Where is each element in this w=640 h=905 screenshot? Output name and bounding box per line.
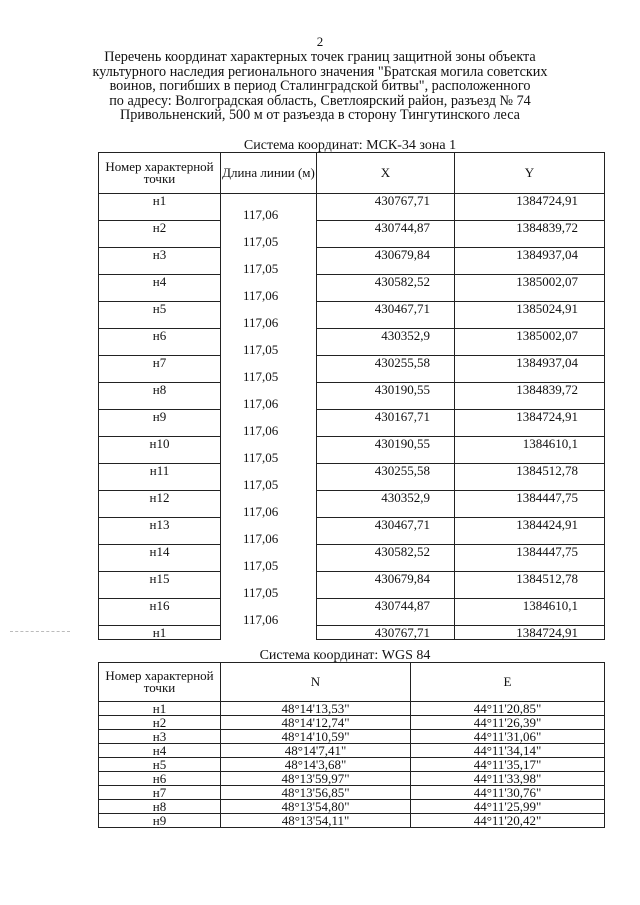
line-length-value: 117,05: [221, 585, 317, 599]
table-row: [99, 758, 605, 772]
header-x: X: [317, 153, 455, 194]
length-row: [99, 207, 605, 221]
line-length-cell: [221, 518, 317, 532]
line-length-cell: [221, 329, 317, 343]
length-row: [99, 450, 605, 464]
table-row: [99, 383, 605, 397]
line-length-value: 117,05: [221, 558, 317, 572]
point-number-cell: н2: [99, 716, 221, 730]
point-number-cell: н14: [99, 545, 221, 559]
msk34-table-body: [99, 194, 605, 640]
empty-cell: [317, 342, 455, 356]
header-e: E: [411, 663, 605, 702]
msk34-table-caption: Система координат: МСК-34 зона 1: [243, 138, 457, 153]
line-length-cell: [221, 464, 317, 478]
empty-cell: [455, 585, 605, 599]
table-row: [99, 302, 605, 316]
n-coordinate-cell: 48°14'13,53": [221, 702, 411, 716]
point-number-cell: н5: [99, 758, 221, 772]
empty-cell: [317, 504, 455, 518]
length-row: [99, 423, 605, 437]
empty-cell: [99, 207, 221, 221]
empty-cell: [99, 504, 221, 518]
n-coordinate-cell: 48°14'3,68": [221, 758, 411, 772]
x-coordinate-cell: 430190,55: [317, 437, 455, 451]
document-heading: [90, 50, 550, 123]
n-coordinate-cell: 48°14'10,59": [221, 730, 411, 744]
empty-cell: [317, 288, 455, 302]
point-number-cell: н15: [99, 572, 221, 586]
n-coordinate-cell: 48°13'56,85": [221, 786, 411, 800]
empty-cell: [455, 234, 605, 248]
length-row: [99, 369, 605, 383]
table-header-row: [99, 663, 605, 702]
line-length-value: 117,06: [221, 612, 317, 626]
table-row: [99, 518, 605, 532]
empty-cell: [99, 342, 221, 356]
empty-cell: [317, 477, 455, 491]
line-length-value: 117,06: [221, 288, 317, 302]
empty-cell: [455, 423, 605, 437]
empty-cell: [317, 369, 455, 383]
empty-cell: [317, 315, 455, 329]
heading-line: Привольненский, 500 м от разъезда в сторону Тингутинского леса: [120, 107, 520, 124]
x-coordinate-cell: 430167,71: [317, 410, 455, 424]
table-row: [99, 356, 605, 370]
point-number-cell: н4: [99, 275, 221, 289]
y-coordinate-cell: 1384512,78: [455, 464, 605, 478]
empty-cell: [317, 234, 455, 248]
line-length-value: 117,05: [221, 450, 317, 464]
n-coordinate-cell: 48°13'54,80": [221, 800, 411, 814]
y-coordinate-cell: 1384724,91: [455, 410, 605, 424]
point-number-cell: н9: [99, 814, 221, 828]
line-length-cell: [221, 599, 317, 613]
table-row: [99, 626, 605, 640]
table-row: [99, 814, 605, 828]
header-point-number: Номер характерной точки: [99, 663, 221, 702]
x-coordinate-cell: 430744,87: [317, 221, 455, 235]
point-number-cell: н10: [99, 437, 221, 451]
empty-cell: [455, 558, 605, 572]
empty-cell: [99, 288, 221, 302]
n-coordinate-cell: 48°14'7,41": [221, 744, 411, 758]
table-row: [99, 194, 605, 208]
e-coordinate-cell: 44°11'20,42": [411, 814, 605, 828]
table-row: [99, 772, 605, 786]
line-length-value: 117,05: [221, 477, 317, 491]
length-row: [99, 477, 605, 491]
e-coordinate-cell: 44°11'31,06": [411, 730, 605, 744]
empty-cell: [317, 450, 455, 464]
y-coordinate-cell: 1385002,07: [455, 329, 605, 343]
empty-cell: [455, 288, 605, 302]
point-number-cell: н7: [99, 786, 221, 800]
empty-cell: [317, 612, 455, 626]
y-coordinate-cell: 1385024,91: [455, 302, 605, 316]
line-length-cell: [221, 572, 317, 586]
table-row: [99, 786, 605, 800]
point-number-cell: н16: [99, 599, 221, 613]
y-coordinate-cell: 1384724,91: [455, 194, 605, 208]
table-row: [99, 221, 605, 235]
table-row: [99, 744, 605, 758]
line-length-value: 117,06: [221, 531, 317, 545]
e-coordinate-cell: 44°11'34,14": [411, 744, 605, 758]
point-number-cell: н1: [99, 194, 221, 208]
line-length-cell: [221, 437, 317, 451]
y-coordinate-cell: 1384610,1: [455, 437, 605, 451]
heading-line: Перечень координат характерных точек границ защитной зоны объекта: [104, 49, 536, 65]
line-length-cell: [221, 194, 317, 208]
e-coordinate-cell: 44°11'20,85": [411, 702, 605, 716]
e-coordinate-cell: 44°11'33,98": [411, 772, 605, 786]
line-length-cell: [221, 410, 317, 424]
length-row: [99, 612, 605, 626]
empty-cell: [455, 396, 605, 410]
table-row: [99, 248, 605, 262]
margin-dash-mark: [10, 631, 70, 632]
header-point-number: Номер характерной точки: [99, 153, 221, 194]
line-length-cell: [221, 626, 317, 640]
length-row: [99, 531, 605, 545]
y-coordinate-cell: 1384839,72: [455, 383, 605, 397]
point-number-cell: н1: [99, 702, 221, 716]
x-coordinate-cell: 430255,58: [317, 464, 455, 478]
length-row: [99, 558, 605, 572]
line-length-value: 117,05: [221, 234, 317, 248]
x-coordinate-cell: 430352,9: [317, 329, 455, 343]
empty-cell: [455, 369, 605, 383]
e-coordinate-cell: 44°11'35,17": [411, 758, 605, 772]
empty-cell: [99, 612, 221, 626]
point-number-cell: н5: [99, 302, 221, 316]
table-row: [99, 491, 605, 505]
line-length-cell: [221, 383, 317, 397]
table-row: [99, 329, 605, 343]
line-length-cell: [221, 545, 317, 559]
table-row: [99, 716, 605, 730]
point-number-cell: н6: [99, 772, 221, 786]
empty-cell: [455, 342, 605, 356]
table-row: [99, 572, 605, 586]
y-coordinate-cell: 1384424,91: [455, 518, 605, 532]
empty-cell: [455, 261, 605, 275]
point-number-cell: н8: [99, 800, 221, 814]
wgs84-table-caption: Система координат: WGS 84: [259, 648, 431, 663]
point-number-cell: н3: [99, 248, 221, 262]
empty-cell: [455, 504, 605, 518]
empty-cell: [455, 612, 605, 626]
point-number-cell: н7: [99, 356, 221, 370]
table-row: [99, 545, 605, 559]
line-length-cell: [221, 356, 317, 370]
line-length-value: 117,05: [221, 261, 317, 275]
empty-cell: [99, 585, 221, 599]
point-number-cell: н1: [99, 626, 221, 640]
y-coordinate-cell: 1384447,75: [455, 491, 605, 505]
wgs84-table-body: [99, 702, 605, 828]
e-coordinate-cell: 44°11'25,99": [411, 800, 605, 814]
x-coordinate-cell: 430679,84: [317, 572, 455, 586]
length-row: [99, 315, 605, 329]
line-length-value: 117,06: [221, 315, 317, 329]
empty-cell: [317, 423, 455, 437]
empty-cell: [99, 315, 221, 329]
line-length-cell: [221, 491, 317, 505]
point-number-cell: н4: [99, 744, 221, 758]
empty-cell: [317, 207, 455, 221]
y-coordinate-cell: 1384724,91: [455, 626, 605, 640]
line-length-value: 117,06: [221, 423, 317, 437]
line-length-cell: [221, 248, 317, 262]
empty-cell: [455, 315, 605, 329]
x-coordinate-cell: 430467,71: [317, 518, 455, 532]
y-coordinate-cell: 1384512,78: [455, 572, 605, 586]
heading-line: по адресу: Волгоградская область, Светлоярский район, разъезд № 74: [109, 92, 531, 109]
empty-cell: [99, 396, 221, 410]
length-row: [99, 342, 605, 356]
table-row: [99, 800, 605, 814]
empty-cell: [99, 558, 221, 572]
empty-cell: [99, 369, 221, 383]
n-coordinate-cell: 48°14'12,74": [221, 716, 411, 730]
table-header-row: [99, 153, 605, 194]
y-coordinate-cell: 1384447,75: [455, 545, 605, 559]
point-number-cell: н2: [99, 221, 221, 235]
heading-line: культурного наследия регионального значения "Братская могила советских: [92, 63, 548, 80]
empty-cell: [455, 207, 605, 221]
table-row: [99, 464, 605, 478]
point-number-cell: н8: [99, 383, 221, 397]
empty-cell: [99, 261, 221, 275]
n-coordinate-cell: 48°13'54,11": [221, 814, 411, 828]
x-coordinate-cell: 430352,9: [317, 491, 455, 505]
table-row: [99, 275, 605, 289]
empty-cell: [455, 531, 605, 545]
length-row: [99, 585, 605, 599]
y-coordinate-cell: 1384610,1: [455, 599, 605, 613]
point-number-cell: н13: [99, 518, 221, 532]
point-number-cell: н11: [99, 464, 221, 478]
line-length-value: 117,05: [221, 342, 317, 356]
line-length-value: 117,06: [221, 396, 317, 410]
line-length-value: 117,05: [221, 369, 317, 383]
n-coordinate-cell: 48°13'59,97": [221, 772, 411, 786]
empty-cell: [99, 477, 221, 491]
empty-cell: [455, 450, 605, 464]
x-coordinate-cell: 430582,52: [317, 545, 455, 559]
line-length-cell: [221, 302, 317, 316]
header-line-length: Длина линии (м): [221, 153, 317, 194]
y-coordinate-cell: 1384937,04: [455, 356, 605, 370]
header-y: Y: [455, 153, 605, 194]
table-row: [99, 730, 605, 744]
length-row: [99, 504, 605, 518]
wgs84-coordinates-table: [98, 662, 605, 828]
point-number-cell: н12: [99, 491, 221, 505]
point-number-cell: н3: [99, 730, 221, 744]
empty-cell: [99, 234, 221, 248]
x-coordinate-cell: 430467,71: [317, 302, 455, 316]
msk34-coordinates-table: [98, 152, 605, 640]
empty-cell: [317, 396, 455, 410]
empty-cell: [99, 531, 221, 545]
y-coordinate-cell: 1385002,07: [455, 275, 605, 289]
e-coordinate-cell: 44°11'26,39": [411, 716, 605, 730]
page-number: 2: [316, 34, 324, 49]
length-row: [99, 288, 605, 302]
x-coordinate-cell: 430190,55: [317, 383, 455, 397]
table-row: [99, 410, 605, 424]
table-row: [99, 437, 605, 451]
line-length-value: 117,06: [221, 504, 317, 518]
x-coordinate-cell: 430255,58: [317, 356, 455, 370]
heading-line: воинов, погибших в период Сталинградской битвы", расположенного: [109, 78, 531, 95]
line-length-value: 117,06: [221, 207, 317, 221]
empty-cell: [99, 450, 221, 464]
x-coordinate-cell: 430744,87: [317, 599, 455, 613]
table-row: [99, 599, 605, 613]
x-coordinate-cell: 430767,71: [317, 626, 455, 640]
length-row: [99, 396, 605, 410]
empty-cell: [99, 423, 221, 437]
e-coordinate-cell: 44°11'30,76": [411, 786, 605, 800]
length-row: [99, 261, 605, 275]
empty-cell: [317, 585, 455, 599]
point-number-cell: н6: [99, 329, 221, 343]
header-n: N: [221, 663, 411, 702]
line-length-cell: [221, 221, 317, 235]
empty-cell: [317, 261, 455, 275]
table-row: [99, 702, 605, 716]
x-coordinate-cell: 430679,84: [317, 248, 455, 262]
y-coordinate-cell: 1384839,72: [455, 221, 605, 235]
y-coordinate-cell: 1384937,04: [455, 248, 605, 262]
empty-cell: [455, 477, 605, 491]
empty-cell: [317, 531, 455, 545]
line-length-cell: [221, 275, 317, 289]
empty-cell: [317, 558, 455, 572]
point-number-cell: н9: [99, 410, 221, 424]
x-coordinate-cell: 430767,71: [317, 194, 455, 208]
length-row: [99, 234, 605, 248]
x-coordinate-cell: 430582,52: [317, 275, 455, 289]
